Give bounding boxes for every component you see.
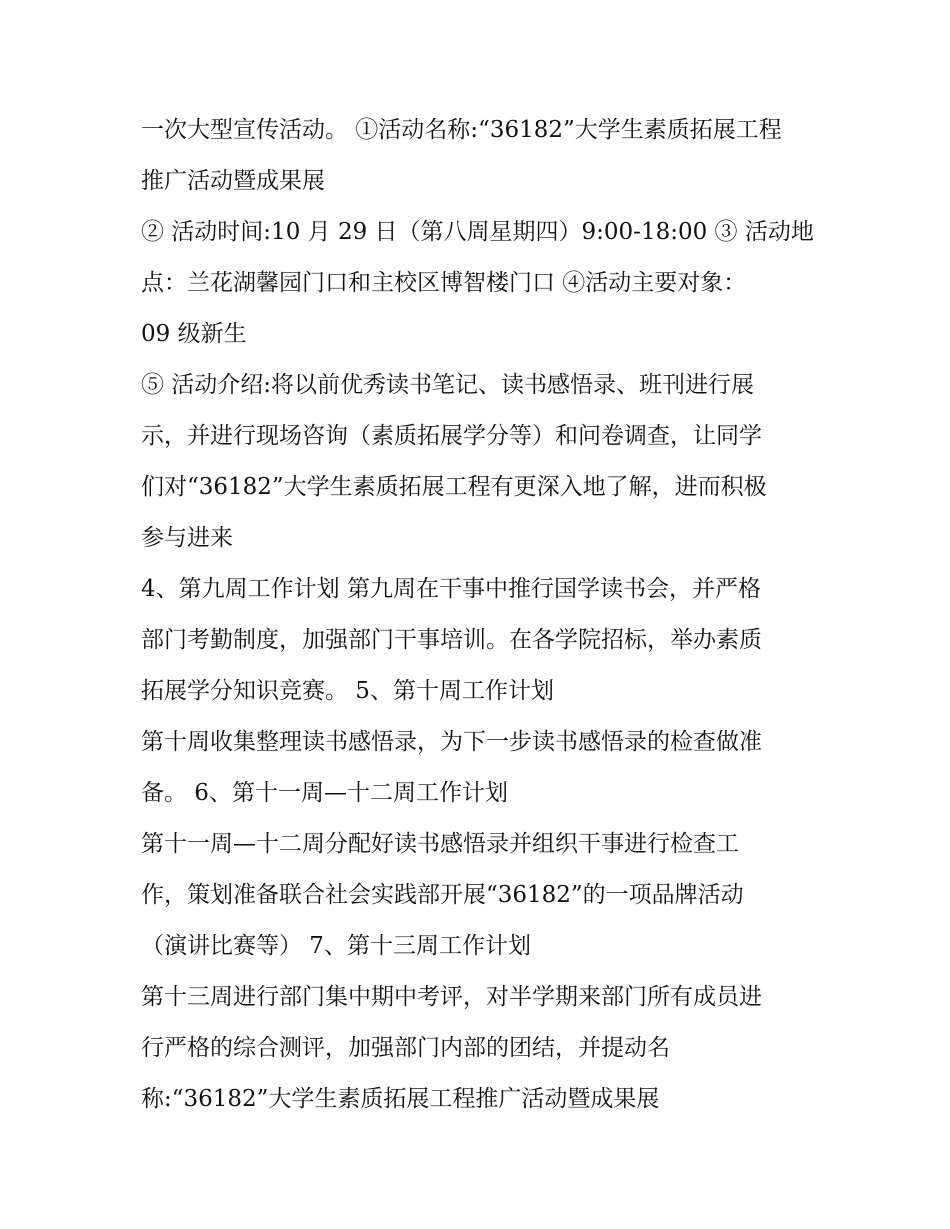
text-line: 示，并进行现场咨询（素质拓展学分等）和问卷调查，让同学 xyxy=(141,423,762,449)
text-line: 09 级新生 xyxy=(141,321,247,347)
text-line: 称:“36182”大学生素质拓展工程推广活动暨成果展 xyxy=(141,1086,660,1112)
text-line: （演讲比赛等） 7、第十三周工作计划 xyxy=(141,933,531,959)
text-line: 第十一周—十二周分配好读书感悟录并组织干事进行检查工 xyxy=(141,831,739,857)
text-line: 们对“36182”大学生素质拓展工程有更深入地了解，进而积极 xyxy=(141,474,767,500)
text-line: 推广活动暨成果展 xyxy=(141,168,325,194)
text-line: 拓展学分知识竞赛。 5、第十周工作计划 xyxy=(141,678,554,704)
text-line: 参与进来 xyxy=(141,525,233,551)
text-line: 4、第九周工作计划 第九周在干事中推行国学读书会，并严格 xyxy=(141,576,761,602)
text-line: ⑤ 活动介绍:将以前优秀读书笔记、读书感悟录、班刊进行展 xyxy=(141,372,755,398)
text-line: 行严格的综合测评，加强部门内部的团结，并提动名 xyxy=(141,1035,670,1061)
text-line: 第十三周进行部门集中期中考评，对半学期来部门所有成员进 xyxy=(141,984,762,1010)
text-line: 部门考勤制度，加强部门干事培训。在各学院招标，举办素质 xyxy=(141,627,762,653)
text-line: 备。 6、第十一周—十二周工作计划 xyxy=(141,780,508,806)
text-line: 点：兰花湖馨园门口和主校区博智楼门口 ④活动主要对象： xyxy=(141,270,747,296)
text-line: ② 活动时间:10 月 29 日（第八周星期四）9:00-18:00 ③ 活动地 xyxy=(141,219,814,245)
text-line: 第十周收集整理读书感悟录，为下一步读书感悟录的检查做准 xyxy=(141,729,762,755)
text-line: 一次大型宣传活动。 ①活动名称:“36182”大学生素质拓展工程 xyxy=(141,117,782,143)
document-body xyxy=(141,105,821,1125)
text-line: 作，策划准备联合社会实践部开展“36182”的一项品牌活动 xyxy=(141,882,744,908)
